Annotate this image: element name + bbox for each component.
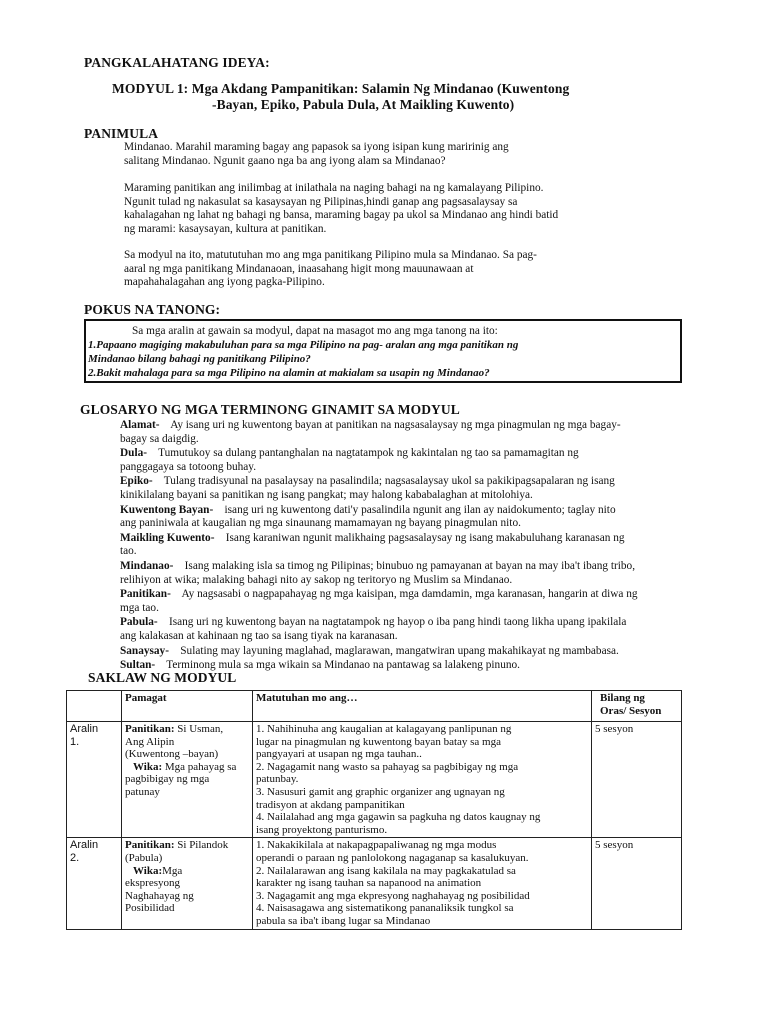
text-line: (Pabula)	[125, 851, 163, 864]
table-header-pamagat: Pamagat	[122, 691, 253, 722]
text-line: relihiyon at wika; malaking bahagi nito ay sakop ng teritoryo ng Muslim sa Mindanao.	[120, 573, 513, 586]
text-line	[120, 616, 638, 630]
glossary-entry	[120, 504, 638, 531]
glossary-entry	[120, 532, 638, 559]
glossary-entry	[120, 419, 638, 446]
text-line: mapahahalagahan ang iyong pagka-Pilipino.	[124, 276, 325, 289]
table-header-matutuhan: Matutuhan mo ang…	[253, 691, 592, 722]
text-line: karakter ng isang tauhan sa napanood na animation	[256, 877, 482, 890]
module-scope-table	[66, 690, 682, 930]
text-line: isang proyektong panturismo.	[256, 823, 388, 836]
glossary-term: Dula-	[120, 447, 147, 460]
text-line: 1. Nakakikilala at nakapagpapaliwanag ng mga modus	[256, 839, 497, 852]
text-line: Sa modyul na ito, matututuhan mo ang mga panitikang Pilipino mula sa Mindanao. Sa pag-	[124, 249, 537, 261]
text-line: Posibilidad	[125, 902, 175, 915]
text-line: 2. Nailalarawan ang isang kakilala na may pagkakatulad sa	[256, 864, 516, 877]
text-line	[120, 645, 638, 659]
text-line: Panitikan: Si Usman,	[125, 723, 224, 735]
text-line: aaral ng mga panitikang Mindanaoan, inaasahang higit mong mauunawaan at	[124, 262, 474, 275]
text-line: salitang Mindanao. Ngunit gaano nga ba ang iyong alam sa Mindanao?	[124, 154, 446, 167]
text-line: 1. Nahihinuha ang kaugalian at kalagayang panlipunan ng	[256, 723, 512, 735]
glossary-entry	[120, 447, 638, 474]
text-line	[120, 560, 638, 574]
glossary-definition: Ay isang uri ng kuwentong bayan at panitikan na nagsasalaysay ng mga pinagmulan ng mga bagay-	[159, 419, 621, 431]
panitikan-label: Panitikan:	[125, 723, 175, 735]
text-line: operandi o paraan ng panlolokong nagaganap sa kasalukuyan.	[256, 851, 529, 864]
header-line: Bilang ng	[600, 692, 645, 704]
glossary-term: Panitikan-	[120, 588, 171, 601]
table-row	[67, 838, 682, 929]
text-line	[120, 504, 638, 518]
text-line: Aralin	[70, 723, 99, 735]
text-line: ang paniniwala at kaugalian ng mga sinaunang mamamayan ng bayang pinagmulan nito.	[120, 517, 521, 530]
text-line: bagay sa daigdig.	[120, 432, 199, 445]
pamagat-cell	[122, 722, 253, 838]
text-line: 4. Nailalahad ang mga gagawin sa pagkuha ng datos kaugnay ng	[256, 811, 541, 824]
text-line: Mindanao. Marahil maraming bagay ang papasok sa iyong isipan kung maririnig ang	[124, 141, 509, 153]
text-line	[120, 419, 638, 433]
glossary-term: Sultan-	[120, 659, 156, 672]
glossary-definition: Isang malaking isla sa timog ng Pilipinas; binubuo ng pamayanan at bayan na may iba't ibang tribo,	[173, 559, 636, 572]
glossary-term: Maikling Kuwento-	[120, 531, 215, 544]
glossary-entry	[120, 645, 638, 659]
text-line: 5 sesyon	[595, 723, 634, 735]
text-line: 3. Nasusuri gamit ang graphic organizer ang ugnayan ng	[256, 785, 505, 798]
glossary-entry	[120, 475, 638, 502]
text-line: mga tao.	[120, 601, 159, 614]
introduction-paragraph-2	[124, 182, 558, 236]
text-line: 4. Naisasagawa ang sistematikong pananaliksik tungkol sa	[256, 902, 514, 915]
glossary-entry	[120, 560, 638, 587]
text-line: lugar na pinagmulan ng kuwentong bayan batay sa mga	[256, 735, 501, 748]
glossary-definition: Terminong mula sa mga wikain sa Mindanao na pantawag sa lalakeng pinuno.	[155, 659, 520, 672]
text-line: Maraming panitikan ang inilimbag at inilathala na naging bahagi na ng kamalayang Pilipino.	[124, 182, 544, 194]
text-line: ang kalakasan at kahinaan ng tao sa isang tiyak na karanasan.	[120, 629, 398, 642]
text-line: tradisyon at akdang pampanitikan	[256, 798, 405, 811]
text-line	[120, 447, 638, 461]
glossary-term: Mindanao-	[120, 559, 174, 572]
text-line: pangyayari at usapan ng mga tauhan..	[256, 748, 422, 761]
general-idea-heading: PANGKALAHATANG IDEYA:	[84, 55, 270, 70]
wika-label: Wika:	[133, 864, 163, 877]
text-line: Aralin	[70, 839, 99, 852]
focus-questions-box	[84, 319, 682, 383]
matutuhan-cell	[253, 838, 592, 929]
glossary-list	[120, 419, 638, 674]
text-line: kinikilalang bayani sa panitikan ng isang pangkat; may halong kababalaghan at mitolohiya.	[120, 488, 533, 501]
module-title-line1: MODYUL 1: Mga Akdang Pampanitikan: Salamin Ng Mindanao (Kuwentong	[112, 81, 570, 96]
text-line: 1.Papaano magiging makabuluhan para sa mga Pilipino na pag- aralan ang mga panitikan ng	[88, 339, 519, 351]
glossary-term: Pabula-	[120, 616, 158, 629]
module-scope-heading: SAKLAW NG MODYUL	[88, 670, 237, 685]
text-line: 1.	[70, 735, 80, 748]
pamagat-cell	[122, 838, 253, 929]
glossary-definition: Ay nagsasabi o nagpapahayag ng mga kaisipan, mga damdamin, mga karanasan, hangarin at diwa ng	[170, 588, 638, 601]
wika-label: Wika:	[133, 760, 163, 773]
text-line: pabula sa iba't ibang lugar sa Mindanao	[256, 914, 431, 927]
focus-intro: Sa mga aralin at gawain sa modyul, dapat na masagot mo ang mga tanong na ito:	[132, 325, 498, 337]
text-line: panggagaya sa totoong buhay.	[120, 460, 257, 473]
focus-question-1	[88, 339, 518, 366]
matutuhan-cell	[253, 722, 592, 838]
glossary-heading: GLOSARYO NG MGA TERMINONG GINAMIT SA MODYUL	[80, 402, 460, 417]
text-line: Naghahayag ng	[125, 889, 194, 902]
text-line	[120, 475, 638, 489]
text-line: 2. Nagagamit nang wasto sa pahayag sa pagbibigay ng mga	[256, 760, 519, 773]
text-line: Ang Alipin	[125, 735, 175, 748]
glossary-entry	[120, 616, 638, 643]
glossary-entry	[120, 588, 638, 615]
introduction-paragraph-3	[124, 249, 537, 290]
text-line: Panitikan: Si Pilandok	[125, 839, 229, 852]
glossary-term: Kuwentong Bayan-	[120, 503, 214, 516]
text-line: tao.	[120, 545, 137, 558]
aralin-cell	[67, 722, 122, 838]
text-line: Ngunit tulad ng nakasulat sa kasaysayan ng Pilipinas,hindi ganap ang pagsasalaysay sa	[124, 195, 518, 208]
focus-questions-heading: POKUS NA TANONG:	[84, 302, 221, 317]
aralin-cell	[67, 838, 122, 929]
focus-question-2: 2.Bakit mahalaga para sa mga Pilipino na alamin at makialam sa usapin ng Mindanao?	[88, 367, 490, 379]
table-row	[67, 722, 682, 838]
text-line: patunbay.	[256, 773, 299, 786]
text-line: Wika: Mga pahayag sa	[133, 760, 237, 773]
table-header-aralin	[67, 691, 122, 722]
header-line: Oras/ Sesyon	[600, 704, 662, 717]
text-line: kahalagahan ng lahat ng bahagi ng bansa, maraming bagay pa ukol sa Mindanao ang hindi batid	[124, 209, 559, 222]
glossary-term: Alamat-	[120, 419, 160, 431]
text-line: pagbibigay ng mga	[125, 773, 210, 786]
text-line: 5 sesyon	[595, 839, 634, 852]
glossary-term: Sanaysay-	[120, 644, 169, 657]
text-line: patunay	[125, 785, 160, 798]
table-header-row	[67, 691, 682, 722]
sesyon-cell	[592, 722, 682, 838]
text-line: Mindanao bilang bahagi ng panitikang Pilipino?	[88, 352, 311, 365]
glossary-definition: isang uri ng kuwentong dati'y pasalindila ngunit ang ilan ay naidokumento; taglay nito	[213, 503, 616, 516]
table-header-bilang	[592, 691, 682, 722]
text-line: ng marami: kasaysayan, kultura at panitikan.	[124, 222, 327, 235]
text-line	[120, 532, 638, 546]
glossary-definition: Tulang tradisyunal na pasalaysay na pasalindila; nagsasalaysay ukol sa pakikipagsapalaran ng isang	[152, 475, 615, 488]
glossary-definition: Tumutukoy sa dulang pantanghalan na nagtatampok ng kakintalan ng tao sa pamamagitan ng	[147, 447, 579, 460]
glossary-term: Epiko-	[120, 475, 153, 488]
glossary-definition: Isang uri ng kuwentong bayan na nagtatampok ng hayop o iba pang hindi taong likha upang ipakilala	[157, 616, 627, 629]
introduction-paragraph-1	[124, 141, 509, 168]
text-line: 3. Nagagamit ang mga ekpresyong naghahayag ng posibilidad	[256, 889, 530, 902]
text-line: Wika:Mga	[133, 864, 183, 877]
glossary-definition: Isang karaniwan ngunit malikhaing pagsasalaysay ng isang makabuluhang karanasan ng	[214, 531, 625, 544]
text-line: (Kuwentong –bayan)	[125, 748, 219, 761]
panitikan-label: Panitikan:	[125, 839, 175, 852]
introduction-heading: PANIMULA	[84, 126, 159, 141]
sesyon-cell	[592, 838, 682, 929]
text-line: ekspresyong	[125, 877, 180, 890]
glossary-definition: Sulating may layuning maglahad, maglarawan, mangatwiran upang makahikayat ng mambabasa.	[168, 644, 619, 657]
text-line: 2.	[70, 851, 80, 864]
module-title-line2: -Bayan, Epiko, Pabula Dula, At Maikling Kuwento)	[212, 97, 515, 112]
text-line	[120, 588, 638, 602]
